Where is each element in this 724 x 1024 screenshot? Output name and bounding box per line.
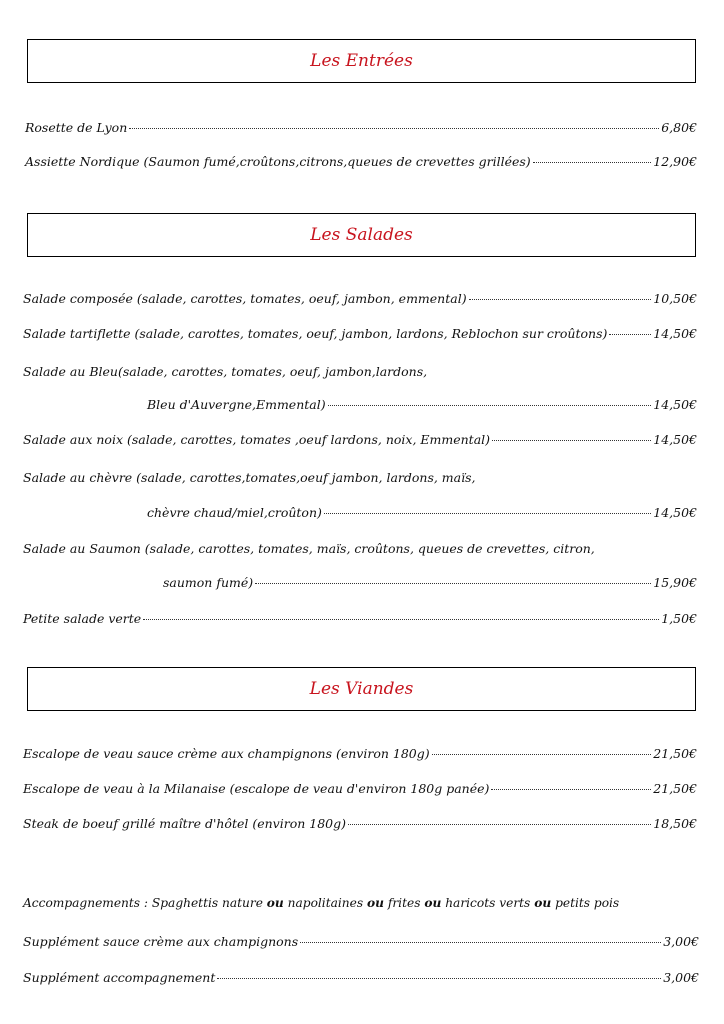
ou-word: ou: [366, 896, 384, 910]
menu-item-assiette-nordique: [25, 154, 697, 174]
accompagnements-label: Accompagnements : Spaghettis nature: [23, 896, 263, 910]
item-name: chèvre chaud/miel,croûton): [147, 505, 322, 520]
accompagnements-line: [23, 896, 619, 910]
leader-dots: [492, 440, 651, 441]
item-name: Salade composée (salade, carottes, tomates, oeuf, jambon, emmental): [23, 291, 467, 306]
item-name: Petite salade verte: [23, 611, 142, 626]
menu-item-escalope-milanaise: [23, 781, 697, 801]
item-price: 14,50€: [653, 326, 697, 341]
supplement-sauce: [23, 934, 699, 954]
leader-dots: [217, 978, 661, 979]
item-name: Salade aux noix (salade, carottes, tomates ,oeuf lardons, noix, Emmental): [23, 432, 491, 447]
item-price: 10,50€: [653, 291, 697, 306]
ou-word: ou: [424, 896, 442, 910]
ou-word: ou: [534, 896, 552, 910]
item-name: Bleu d'Auvergne,Emmental): [147, 397, 326, 412]
accompagnement-option: napolitaines: [287, 896, 364, 910]
item-price: 6,80€: [661, 120, 697, 135]
item-price: 18,50€: [653, 816, 697, 831]
item-name: Salade tartiflette (salade, carottes, tomates, oeuf, jambon, lardons, Reblochon sur croûtons): [23, 326, 608, 341]
item-price: 3,00€: [663, 970, 699, 985]
menu-item-salade-saumon: [163, 575, 697, 595]
accompagnement-option: frites: [387, 896, 421, 910]
leader-dots: [491, 789, 651, 790]
entrees-title: Les Entrées: [310, 51, 413, 71]
leader-dots: [324, 513, 651, 514]
salades-title: Les Salades: [310, 225, 413, 245]
menu-item-rosette: [25, 120, 697, 140]
item-name: Escalope de veau sauce crème aux champignons (environ 180g): [23, 746, 430, 761]
leader-dots: [469, 299, 652, 300]
item-name: Rosette de Lyon: [25, 120, 128, 135]
item-name: Supplément accompagnement: [23, 970, 216, 985]
item-name: Assiette Nordique (Saumon fumé,croûtons,citrons,queues de crevettes grillées): [25, 154, 531, 169]
menu-item-salade-chevre-line1: Salade au chèvre (salade, carottes,tomates,oeuf jambon, lardons, maïs,: [23, 470, 476, 485]
leader-dots: [432, 754, 652, 755]
item-name: Supplément sauce crème aux champignons: [23, 934, 299, 949]
menu-item-salade-tartiflette: [23, 326, 697, 346]
leader-dots: [348, 824, 651, 825]
viandes-title: Les Viandes: [309, 679, 414, 699]
item-price: 15,90€: [653, 575, 697, 590]
menu-item-salade-composee: [23, 291, 697, 311]
ou-word: ou: [266, 896, 284, 910]
item-name: saumon fumé): [163, 575, 254, 590]
item-name: Escalope de veau à la Milanaise (escalope de veau d'environ 180g panée): [23, 781, 490, 796]
item-price: 3,00€: [663, 934, 699, 949]
leader-dots: [255, 583, 651, 584]
accompagnement-option: haricots verts: [445, 896, 531, 910]
leader-dots: [143, 619, 659, 620]
menu-item-salade-saumon-line1: Salade au Saumon (salade, carottes, tomates, maïs, croûtons, queues de crevettes, citron,: [23, 541, 595, 556]
menu-item-escalope-creme: [23, 746, 697, 766]
menu-item-salade-chevre: [147, 505, 697, 525]
item-price: 14,50€: [653, 432, 697, 447]
viandes-header: [27, 667, 696, 711]
leader-dots: [533, 162, 652, 163]
accompagnement-option: petits pois: [555, 896, 620, 910]
item-price: 21,50€: [653, 746, 697, 761]
leader-dots: [129, 128, 659, 129]
item-price: 12,90€: [653, 154, 697, 169]
menu-item-salade-noix: [23, 432, 697, 452]
item-price: 21,50€: [653, 781, 697, 796]
entrees-header: [27, 39, 696, 83]
menu-item-steak: [23, 816, 697, 836]
item-price: 1,50€: [661, 611, 697, 626]
salades-header: [27, 213, 696, 257]
leader-dots: [609, 334, 651, 335]
item-name: Steak de boeuf grillé maître d'hôtel (environ 180g): [23, 816, 346, 831]
menu-item-salade-bleu: [147, 397, 697, 417]
menu-item-salade-bleu-line1: Salade au Bleu(salade, carottes, tomates, oeuf, jambon,lardons,: [23, 364, 428, 379]
supplement-accompagnement: [23, 970, 699, 990]
leader-dots: [300, 942, 661, 943]
item-price: 14,50€: [653, 505, 697, 520]
item-price: 14,50€: [653, 397, 697, 412]
leader-dots: [328, 405, 652, 406]
menu-item-petite-salade-verte: [23, 611, 697, 631]
